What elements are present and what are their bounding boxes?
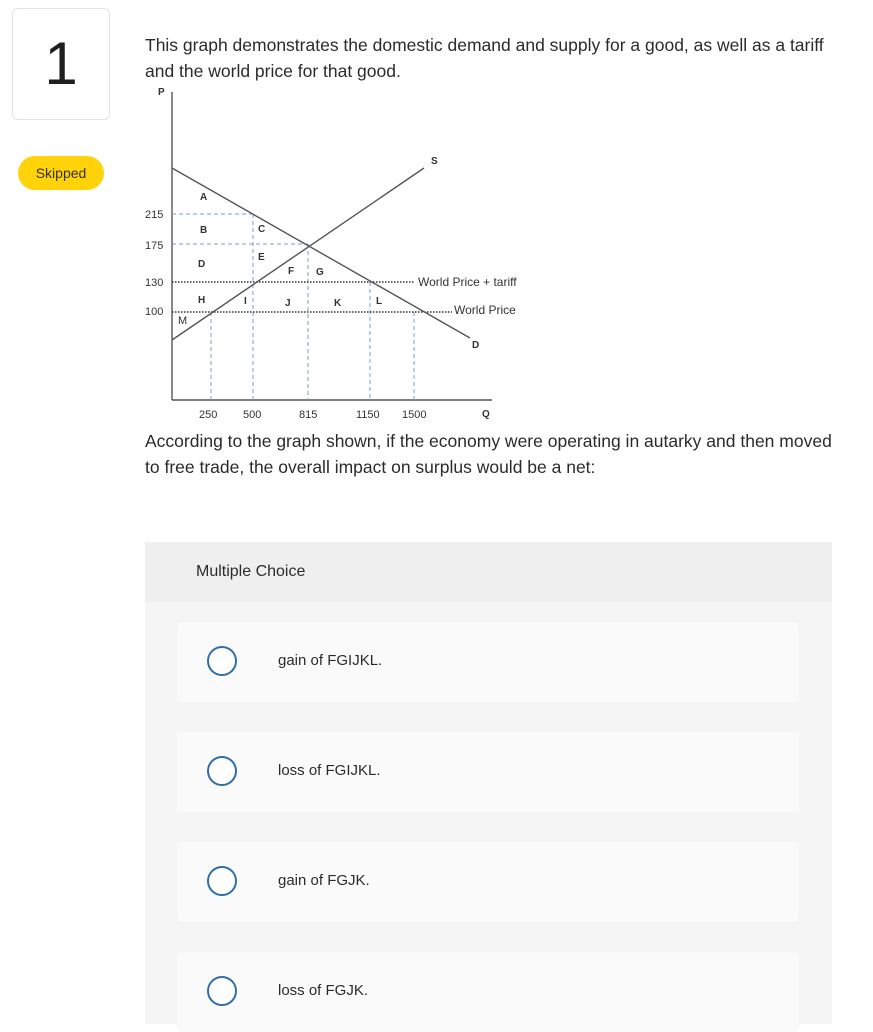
area-label-e: E — [258, 252, 265, 263]
supply-label: S — [431, 156, 438, 167]
q-tick-1500: 1500 — [402, 409, 427, 421]
question-intro: This graph demonstrates the domestic demand and supply for a good, as well as a tariff and the world price for that good. — [145, 35, 824, 81]
q-tick-1150: 1150 — [356, 409, 380, 421]
area-label-i: I — [244, 296, 247, 307]
area-label-f: F — [288, 266, 295, 277]
q-tick-815: 815 — [299, 409, 318, 421]
tariff-price-label: World Price + tariff — [418, 275, 517, 289]
panel-header — [145, 542, 832, 602]
choice-option-2[interactable] — [177, 732, 799, 812]
choice-label: loss of FGJK. — [278, 982, 369, 999]
demand-curve — [172, 168, 470, 338]
q-tick-500: 500 — [243, 409, 262, 421]
choice-label: gain of FGIJKL. — [278, 652, 383, 669]
radio-button[interactable] — [207, 976, 237, 1006]
q-tick-250: 250 — [199, 409, 218, 421]
question-number: 1 — [44, 30, 78, 97]
price-tick-100: 100 — [145, 306, 164, 318]
area-label-h: H — [198, 295, 206, 306]
x-axis-label: Q — [482, 409, 490, 420]
demand-label: D — [472, 340, 480, 351]
question-number-box — [12, 8, 110, 120]
choice-option-1[interactable] — [177, 622, 799, 702]
area-label-d: D — [198, 259, 206, 270]
price-tick-175: 175 — [145, 240, 164, 252]
panel-title: Multiple Choice — [196, 563, 306, 580]
area-label-c: C — [258, 224, 266, 235]
radio-button[interactable] — [207, 866, 237, 896]
radio-button[interactable] — [207, 756, 237, 786]
choice-option-3[interactable] — [177, 842, 799, 922]
supply-demand-graph — [140, 84, 550, 426]
y-axis-label: P — [158, 87, 165, 98]
area-label-b: B — [200, 225, 208, 236]
price-tick-215: 215 — [145, 209, 164, 221]
choice-label: gain of FGJK. — [278, 872, 370, 889]
multiple-choice-panel — [145, 542, 832, 1024]
area-label-l: L — [376, 296, 383, 307]
area-label-a: A — [200, 192, 208, 203]
radio-button[interactable] — [207, 646, 237, 676]
status-badge: Skipped — [18, 156, 104, 190]
supply-curve — [172, 168, 424, 340]
question-text: According to the graph shown, if the economy were operating in autarky and then moved to free trade, the overall impact on surplus would be a net: — [145, 431, 832, 477]
area-label-j: J — [285, 298, 291, 309]
choice-option-4[interactable] — [177, 952, 799, 1032]
area-label-g: G — [316, 267, 324, 278]
choice-label: loss of FGIJKL. — [278, 762, 381, 779]
area-label-m: M — [178, 315, 188, 327]
world-price-label: World Price — [454, 303, 516, 317]
price-tick-130: 130 — [145, 277, 164, 289]
area-label-k: K — [334, 298, 342, 309]
